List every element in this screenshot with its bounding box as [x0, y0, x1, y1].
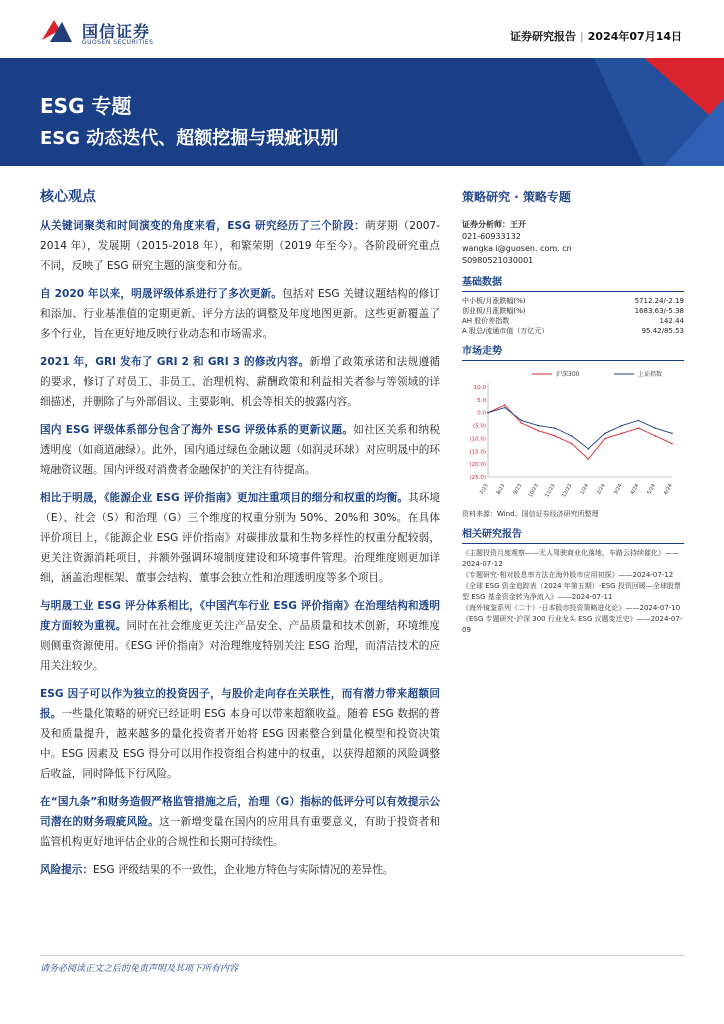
y-tick-label: 10.0: [473, 385, 486, 391]
paragraph: [40, 216, 440, 276]
analyst-phone: 021-60933132: [462, 232, 521, 241]
paragraph-text: 如社区关系和纳税透明度（如商道融绿）。此外，国内通过绿色金融议题（如润灵环球）对应明晟中的环境融资议题。国内评级对消费者金融保护的关注有待提高。: [40, 424, 441, 476]
section-title: 核心观点: [40, 189, 96, 205]
data-point: [604, 432, 606, 434]
x-tick-label: 11/23: [544, 483, 557, 499]
y-tick-label: (15.0): [469, 449, 486, 456]
data-point: [654, 435, 656, 437]
related-title: 相关研究报告: [462, 525, 684, 544]
paragraph: [40, 352, 440, 412]
paragraph-text: 一些量化策略的研究已经证明 ESG 本身可以带来超额收益。随着 ESG 数据的普及和质量提升，越来越多的量化投资者开始将 ESG 因素整合到量化模型和投资决策中。ESG 因素及 ESG 得分可以用作投资组合构建中的权重，以获得超额的风险调整后收益，同时降低下行风险。: [40, 708, 440, 780]
banner-title: ESG 专题: [40, 94, 132, 118]
data-point: [621, 432, 623, 434]
data-point: [504, 407, 506, 409]
x-tick-label: 3/24: [612, 483, 624, 496]
data-value: 95.42/85.53: [641, 327, 684, 335]
x-tick-label: 8/23: [495, 483, 507, 496]
paragraph: [40, 684, 440, 784]
data-point: [654, 427, 656, 429]
related-report[interactable]: 《专题研究-相对股息率方法在海外股市应用初探》——2024-07-12: [462, 571, 674, 579]
x-tick-label: 2/24: [596, 483, 607, 496]
meta-separator: |: [580, 30, 584, 43]
page-header: [0, 0, 724, 58]
paragraph-lead: 从关键词聚类和时间演变的角度来看，ESG 研究经历了三个阶段：: [40, 220, 366, 232]
strategy-label: 策略研究 · 策略专题: [462, 190, 571, 204]
related-report[interactable]: 《ESG 专题研究-沪深 300 行业龙头 ESG 议题变迁史》——2024-07-09: [462, 615, 683, 634]
data-point: [638, 420, 640, 422]
data-value: 1683.63/-5.38: [634, 307, 684, 315]
paragraph-text: ESG 评级结果的不一致性，企业地方特色与实际情况的差异性。: [92, 864, 394, 876]
data-point: [554, 427, 556, 429]
paragraph-lead: 风险提示：: [40, 864, 93, 876]
paragraph-lead: 自 2020 年以来，明晟评级体系进行了多次更新。: [40, 288, 283, 300]
data-point: [571, 435, 573, 437]
data-point: [671, 432, 673, 434]
data-point: [588, 448, 590, 450]
y-tick-label: 5.0: [477, 397, 486, 404]
paragraph-text: 这一新增变量在国内的应用具有重要意义，有助于投资者和监管机构更好地评估企业的合规性和长期可持续性。: [40, 816, 440, 848]
data-point: [554, 435, 556, 437]
report-date: 2024年07月14日: [587, 30, 682, 43]
legend-label: 沪深300: [556, 371, 580, 378]
brand-logo: [40, 16, 185, 50]
paragraph: [40, 596, 440, 676]
basic-data-title: 基础数据: [462, 273, 684, 292]
data-row: [462, 306, 684, 316]
paragraph: [40, 284, 440, 344]
core-views: [40, 186, 440, 888]
data-point: [504, 404, 506, 406]
y-tick-label: (25.0): [469, 475, 486, 481]
banner-decoration: [534, 58, 724, 166]
y-tick-label: 0.0: [477, 410, 486, 417]
paragraph-text: 新增了政策承诺和法规遵循的要求，修订了对员工、非员工、治理机构、薪酬政策和利益相关者参与等领域的详细描述，并删除了与外部倡议、主要影响、机会等相关的披露内容。: [40, 356, 440, 408]
footer-disclaimer: 请务必阅读正文之后的免责声明及其项下所有内容: [40, 964, 239, 974]
brand-logo-icon: [40, 16, 74, 46]
paragraph-lead: 相比于明晟，《能源企业 ESG 评价指南》更加注重项目的细分和权重的均衡。: [40, 492, 409, 504]
analyst-info: [462, 219, 684, 267]
data-label: A 股总/流通市值（万亿元）: [462, 327, 549, 335]
series-line: [488, 408, 672, 449]
data-point: [571, 443, 573, 445]
chart-canvas: [462, 365, 684, 505]
paragraph-text: 包括对 ESG 关键议题结构的修订和添加、行业基准值的定期更新、评分方法的调整及年度地图更新。这些更新覆盖了多个行业，旨在更好地反映行业动态和市场需求。: [40, 288, 440, 340]
analyst-line: [462, 219, 684, 231]
data-point: [588, 458, 590, 460]
footer-divider: [40, 955, 684, 956]
data-value: 5712.24/-2.19: [634, 297, 684, 305]
brand-name: 国信证券: [82, 22, 151, 41]
trend-title: 市场走势: [462, 342, 684, 361]
x-tick-label: 1/24: [579, 483, 591, 496]
sidebar: [462, 188, 684, 636]
data-point: [638, 427, 640, 429]
related-report[interactable]: 《主题投资月度观察——无人驾驶商业化落地、车路云持续催化》——2024-07-12: [462, 549, 679, 568]
x-tick-label: 4/24: [629, 483, 641, 496]
x-tick-label: 5/24: [646, 483, 658, 496]
paragraph-list: [40, 216, 440, 880]
paragraph-lead: 与明晟工业 ESG 评分体系相比，《中国汽车行业 ESG 评价指南》在治理结构和透明度方面较为重视。: [40, 600, 440, 632]
data-row: [462, 326, 684, 336]
title-banner: [0, 58, 724, 166]
basic-data-table: [462, 296, 684, 336]
paragraph: [40, 792, 440, 852]
x-tick-label: 7/23: [478, 483, 490, 496]
banner-subtitle: ESG 动态迭代、超额挖掘与瑕疵识别: [40, 128, 339, 149]
data-point: [604, 438, 606, 440]
market-trend-chart: [462, 365, 684, 505]
paragraph: [40, 860, 440, 880]
brand-name-en: GUOSEN SECURITIES: [82, 39, 154, 46]
paragraph: [40, 420, 440, 480]
report-meta: [510, 28, 682, 44]
analyst-license: S0980521030001: [462, 256, 534, 265]
paragraph: [40, 488, 440, 588]
paragraph-text: 其环境（E）、社会（S）和治理（G）三个维度的权重分别为 50%、20%和 30%。在具体评价项目上，《能源企业 ESG 评价指南》对碳排放量和生物多样性的权重分配较弱，更关注资源消耗项目，并额外强调环境制度建设和环境事件管理。治理维度则更加详细，涵盖治理框架、董事会结构、董事会独立性和治理透明度等多个项目。: [40, 492, 440, 584]
y-tick-label: (5.0): [472, 423, 486, 430]
x-tick-label: 12/23: [560, 483, 574, 499]
data-point: [671, 443, 673, 445]
analyst-email[interactable]: wangka i@guosen. com. cn: [462, 244, 572, 253]
paragraph-lead: 在“国九条”和财务造假严格监管措施之后，治理（G）指标的低评分可以有效提示公司潜在的财务瑕疵风险。: [40, 796, 440, 828]
data-point: [487, 412, 489, 414]
paragraph-lead: 2021 年，GRI 发布了 GRI 2 和 GRI 3 的修改内容。: [40, 356, 310, 368]
x-tick-label: 9/23: [512, 483, 524, 496]
analyst-name: 王开: [510, 220, 526, 229]
chart-source: 资料来源：Wind、国信证券经济研究所整理: [462, 510, 599, 518]
data-value: 142.44: [659, 317, 684, 325]
report-type: 证券研究报告: [510, 30, 577, 43]
data-point: [621, 425, 623, 427]
x-tick-label: 6/24: [662, 483, 674, 496]
related-report[interactable]: 《海外镜鉴系列（二十）-日本股市投资策略进化论》——2024-07-10: [462, 604, 681, 612]
x-tick-label: 10/23: [527, 483, 540, 499]
y-tick-label: (20.0): [469, 462, 486, 469]
series-line: [488, 405, 672, 459]
paragraph-text: 同时在社会维度更关注产品安全、产品质量和技术创新，环境维度则侧重资源使用。《ESG 评价指南》对治理维度特别关注 ESG 治理，而清洁技术的应用关注较少。: [40, 620, 441, 672]
data-label: AH 股价差指数: [462, 317, 510, 325]
related-list: [462, 548, 684, 636]
related-report[interactable]: 《全球 ESG 资金追踪表（2024 年第五期）-ESG 投资回暖—全球股票型 ESG 基金资金转为净流入》——2024-07-11: [462, 582, 681, 601]
data-point: [537, 430, 539, 432]
data-label: 中小板/月涨跌幅(%): [462, 297, 526, 305]
analyst-label: 证券分析师：: [462, 220, 510, 229]
data-label: 创业板/月涨跌幅(%): [462, 307, 526, 315]
paragraph-text: 萌芽期（2007-2014 年），发展期（2015-2018 年），和繁荣期（2019 年至今）。各阶段研究重点不同，反映了 ESG 研究主题的演变和分布。: [40, 220, 440, 272]
data-row: [462, 316, 684, 326]
data-point: [537, 425, 539, 427]
y-tick-label: (10.0): [469, 436, 486, 443]
data-point: [521, 422, 523, 424]
data-point: [521, 420, 523, 422]
data-row: [462, 296, 684, 306]
legend-label: 上证指数: [638, 371, 663, 378]
paragraph-lead: ESG 因子可以作为独立的投资因子，与股价走向存在关联性，而有潜力带来超额回报。: [40, 688, 440, 720]
paragraph-lead: 国内 ESG 评级体系部分包含了海外 ESG 评级体系的更新议题。: [40, 424, 354, 436]
